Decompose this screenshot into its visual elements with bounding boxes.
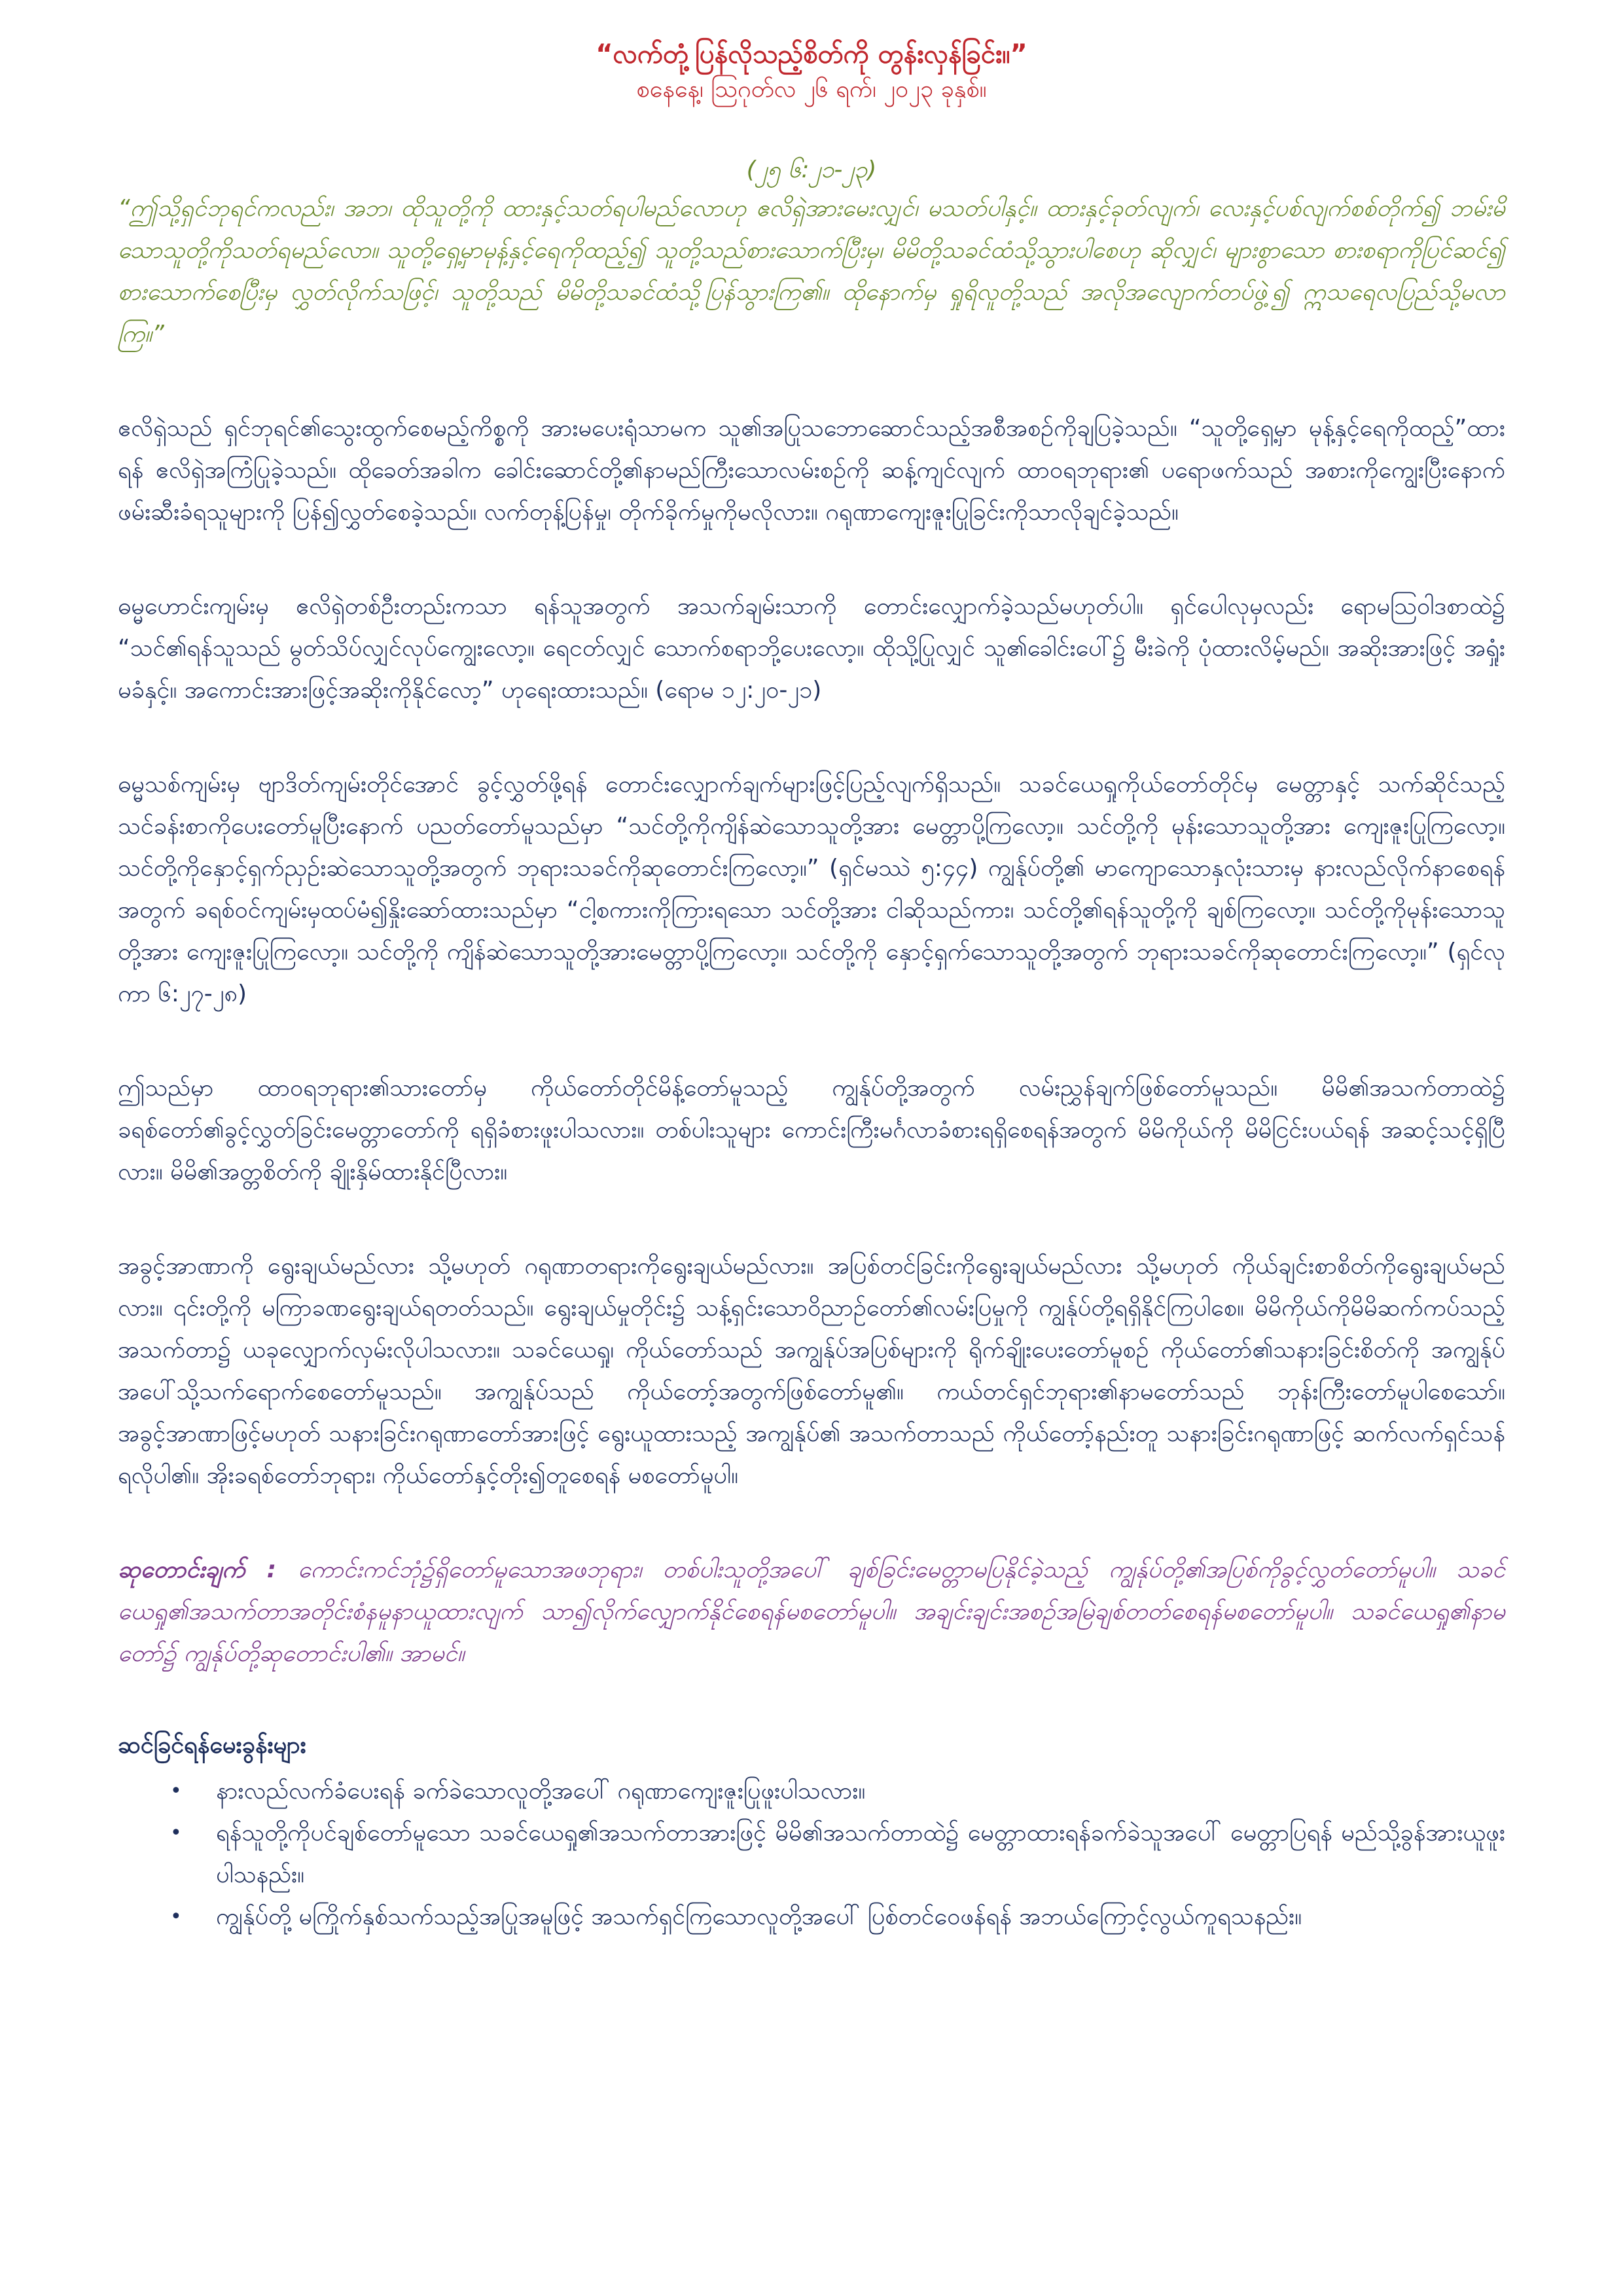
paragraph-1: ဧလိရှဲသည် ရှင်ဘုရင်၏သွေးထွက်စေမည့်ကိစ္စကို အားမပေးရုံသာမက သူ၏အပြုသဘောဆောင်သည့်အစီအစဉ်ကိုချပြခဲ့သည်။ “သူတို့ရှေ့မှာ မုန့်နှင့်ရေကိုထည့်”ထားရန် ဧလိရှဲအကြံပြုခဲ့သည်။ ထိုခေတ်အခါက ခေါင်းဆောင်တို့၏နာမည်ကြီးသောလမ်းစဉ်ကို ဆန့်ကျင်လျက် ထာဝရဘုရား၏ ပရောဖက်သည် အစားကိုကျွေးပြီးနောက် ဖမ်းဆီးခံရသူများကို ပြန်၍လွှတ်စေခဲ့သည်။ လက်တုန့်ပြန်မှု၊ တိုက်ခိုက်မှုကိုမလိုလား။ ဂရုဏာကျေးဇူးပြုခြင်းကိုသာလိုချင်ခဲ့သည်။ xyxy=(118,415,1505,526)
verse-reference: (၂၅ ၆:၂၁-၂၃) xyxy=(746,156,877,183)
paragraph-4: ဤသည်မှာ ထာဝရဘုရား၏သားတော်မှ ကိုယ်တော်တိုင်မိန့်တော်မူသည့် ကျွန်ုပ်တို့အတွက် လမ်းညွှန်ချက်ဖြစ်တော်မူသည်။ မိမိ၏အသက်တာထဲ၌ ခရစ်တော်၏ခွင့်လွှတ်ခြင်းမေတ္တာတော်ကို ရရှိခံစားဖူးပါသလား။ တစ်ပါးသူများ ကောင်းကြီးမင်္ဂလာခံစားရရှိစေရန်အတွက် မိမိကိုယ်ကို မိမိငြင်းပယ်ရန် အဆင့်သင့်ရှိပြီလား။ မိမိ၏အတ္တစိတ်ကို ချိုးနှိမ်ထားနိုင်ပြီလား။ xyxy=(118,1075,1505,1185)
prayer-block xyxy=(118,1549,1505,1675)
question-item xyxy=(170,1812,1505,1896)
questions-list xyxy=(118,1770,1505,1938)
paragraph-5: အခွင့်အာဏာကို ရွေးချယ်မည်လား သို့မဟုတ် ဂရုဏာတရားကိုရွေးချယ်မည်လား။ အပြစ်တင်ခြင်းကိုရွေးချယ်မည်လား သို့မဟုတ် ကိုယ်ချင်းစာစိတ်ကိုရွေးချယ်မည်လား။ ၎င်းတို့ကို မကြာခဏရွေးချယ်ရတတ်သည်။ ရွေးချယ်မှုတိုင်း၌ သန့်ရှင်းသောဝိညာဉ်တော်၏လမ်းပြမှုကို ကျွန်ုပ်တို့ရရှိနိုင်ကြပါစေ။ မိမိကိုယ်ကိုမိမိဆက်ကပ်သည့်အသက်တာ၌ ယခုလျှောက်လှမ်းလိုပါသလား။ သခင်ယေရှု၊ ကိုယ်တော်သည် အကျွန်ုပ်အပြစ်များကို ရိုက်ချိုးပေးတော်မူစဉ် ကိုယ်တော်၏သနားခြင်းစိတ်ကို အကျွန်ုပ်အပေါ်သို့သက်ရောက်စေတော်မူသည်။ အကျွန်ုပ်သည် ကိုယ်တော့်အတွက်ဖြစ်တော်မူ၏။ ကယ်တင်ရှင်ဘုရား၏နာမတော်သည် ဘုန်းကြီးတော်မူပါစေသော်။ အခွင့်အာဏာဖြင့်မဟုတ် သနားခြင်းဂရုဏာတော်အားဖြင့် ရွေးယူထားသည့် အကျွန်ုပ်၏ အသက်တာသည် ကိုယ်တော့်နည်းတူ သနားခြင်းဂရုဏာဖြင့် ဆက်လက်ရှင်သန်ရလိုပါ၏။ အိုးခရစ်တော်ဘုရား၊ ကိုယ်တော်နှင့်တိုး၍တူစေရန် မစတော်မူပါ။ xyxy=(118,1253,1505,1489)
questions-heading: ဆင်ခြင်ရန်မေးခွန်းများ xyxy=(118,1732,306,1759)
question-text: ကျွန်ုပ်တို့ မကြိုက်နှစ်သက်သည့်အပြုအမူဖြင့် အသက်ရှင်ကြသောလူတို့အပေါ် ပြစ်တင်ဝေဖန်ရန် အဘယ်ကြောင့်လွယ်ကူရသနည်း။ xyxy=(216,1903,1302,1930)
prayer-label: ဆုတောင်းချက် xyxy=(118,1556,245,1583)
question-item xyxy=(170,1896,1505,1938)
page-date: စနေနေ့၊ ဩဂုတ်လ ၂၆ ရက်၊ ၂၀၂၃ ခုနှစ်။ xyxy=(636,76,987,103)
paragraph-3: ဓမ္မသစ်ကျမ်းမှ ဗျာဒိတ်ကျမ်းတိုင်အောင် ခွင့်လွှတ်ဖို့ရန် တောင်းလျှောက်ချက်များဖြင့်ပြည့်လျက်ရှိသည်။ သခင်ယေရှုကိုယ်တော်တိုင်မှ မေတ္တာနှင့် သက်ဆိုင်သည့် သင်ခန်းစာကိုပေးတော်မူပြီးနောက် ပညတ်တော်မူသည်မှာ “သင်တို့ကိုကျိန်ဆဲသောသူတို့အား မေတ္တာပို့ကြလော့။ သင်တို့ကို မုန်းသောသူတို့အား ကျေးဇူးပြုကြလော့။ သင်တို့ကိုနှောင့်ရှက်ညှဉ်းဆဲသောသူတို့အတွက် ဘုရားသခင်ကိုဆုတောင်းကြလော့။” (ရှင်မဿဲ ၅:၄၄) ကျွန်ုပ်တို့၏ မာကျောသောနှလုံးသားမှ နားလည်လိုက်နာစေရန်အတွက် ခရစ်ဝင်ကျမ်းမှထပ်မံ၍နှိုးဆော်ထားသည်မှာ “ငါ့စကားကိုကြားရသော သင်တို့အား ငါဆိုသည်ကား၊ သင်တို့၏ရန်သူတို့ကို ချစ်ကြလော့။ သင်တို့ကိုမုန်းသောသူတို့အား ကျေးဇူးပြုကြလော့။ သင်တို့ကို ကျိန်ဆဲသောသူတို့အားမေတ္တာပို့ကြလော့။ သင်တို့ကို နှောင့်ရှက်သောသူတို့အတွက် ဘုရားသခင်ကိုဆုတောင်းကြလော့။” (ရှင်လုကာ ၆:၂၇-၂၈) xyxy=(118,771,1505,1007)
page-title: “လက်တုံ့ပြန်လိုသည့်စိတ်ကို တွန်းလှန်ခြင်း။” xyxy=(596,39,1027,69)
question-text: ရန်သူတို့ကိုပင်ချစ်တော်မူသော သခင်ယေရှု၏အသက်တာအားဖြင့် မိမိ၏အသက်တာထဲ၌ မေတ္တာထားရန်ခက်ခဲသူအပေါ် မေတ္တာပြရန် မည်သို့ခွန်အားယူဖူးပါသနည်း။ xyxy=(216,1820,1505,1888)
scripture-verse: “ဤသို့ရှင်ဘုရင်ကလည်း၊ အဘ၊ ထိုသူတို့ကို ထားနှင့်သတ်ရပါမည်လောဟု ဧလိရှဲအားမေးလျှင်၊ မသတ်ပါနှင့်။ ထားနှင့်ခုတ်လျက်၊ လေးနှင့်ပစ်လျက်စစ်တိုက်၍ ဘမ်းမိသောသူတို့ကိုသတ်ရမည်လော။ သူတို့ရှေ့မှာမုန့်နှင့်ရေကိုထည့်၍ သူတို့သည်စားသောက်ပြီးမှ၊ မိမိတို့သခင်ထံသို့သွားပါစေဟု ဆိုလျှင်၊ များစွာသော စားစရာကိုပြင်ဆင်၍ စားသောက်စေပြီးမှ လွှတ်လိုက်သဖြင့်၊ သူတို့သည် မိမိတို့သခင်ထံသို့ပြန်သွားကြ၏။ ထိုနောက်မှ ရှုရိလူတို့သည် အလိုအလျောက်တပ်ဖွဲ့၍ ဣသရေလပြည်သို့မလာကြ။” xyxy=(118,195,1505,348)
prayer-text: ကောင်းကင်ဘုံ၌ရှိတော်မူသောအဖဘုရား၊ တစ်ပါးသူတို့အပေါ် ချစ်ခြင်းမေတ္တာမပြနိုင်ခဲ့သည့် ကျွန်ုပ်တို့၏အပြစ်ကိုခွင့်လွှတ်တော်မူပါ။ သခင်ယေရှု၏အသက်တာအတိုင်းစံနမူနာယူထားလျက် သာ၍လိုက်လျှောက်နိုင်စေရန်မစတော်မူပါ။ အချင်းချင်းအစဉ်အမြဲချစ်တတ်စေရန်မစတော်မူပါ။ သခင်ယေရှု၏နာမတော်၌ ကျွန်ုပ်တို့ဆုတောင်းပါ၏။ အာမင်။ xyxy=(118,1556,1506,1667)
bullet-icon: • xyxy=(170,1821,182,1844)
question-text: နားလည်လက်ခံပေးရန် ခက်ခဲသောလူတို့အပေါ် ဂရုဏာကျေးဇူးပြုဖူးပါသလား။ xyxy=(216,1778,866,1804)
question-item xyxy=(170,1770,1505,1812)
bullet-icon: • xyxy=(170,1905,182,1928)
bullet-icon: • xyxy=(170,1780,182,1803)
prayer-separator: : xyxy=(245,1556,298,1583)
paragraph-2: ဓမ္မဟောင်းကျမ်းမှ ဧလိရှဲတစ်ဦးတည်းကသာ ရန်သူအတွက် အသက်ချမ်းသာကို တောင်းလျှောက်ခဲ့သည်မဟုတ်ပါ။ ရှင်ပေါလုမှလည်း ရောမဩဝါဒစာထဲ၌ “သင်၏ရန်သူသည် မွတ်သိပ်လျှင်လုပ်ကျွေးလော့။ ရေငတ်လျှင် သောက်စရာဘို့ပေးလော့။ ထိုသို့ပြုလျှင် သူ၏ခေါင်းပေါ်၌ မီးခဲကို ပုံထားလိမ့်မည်။ အဆိုးအားဖြင့် အရှုံးမခံနှင့်။ အကောင်းအားဖြင့်အဆိုးကိုနိုင်လော့” ဟုရေးထားသည်။ (ရောမ ၁၂:၂၀-၂၁) xyxy=(118,593,1505,704)
